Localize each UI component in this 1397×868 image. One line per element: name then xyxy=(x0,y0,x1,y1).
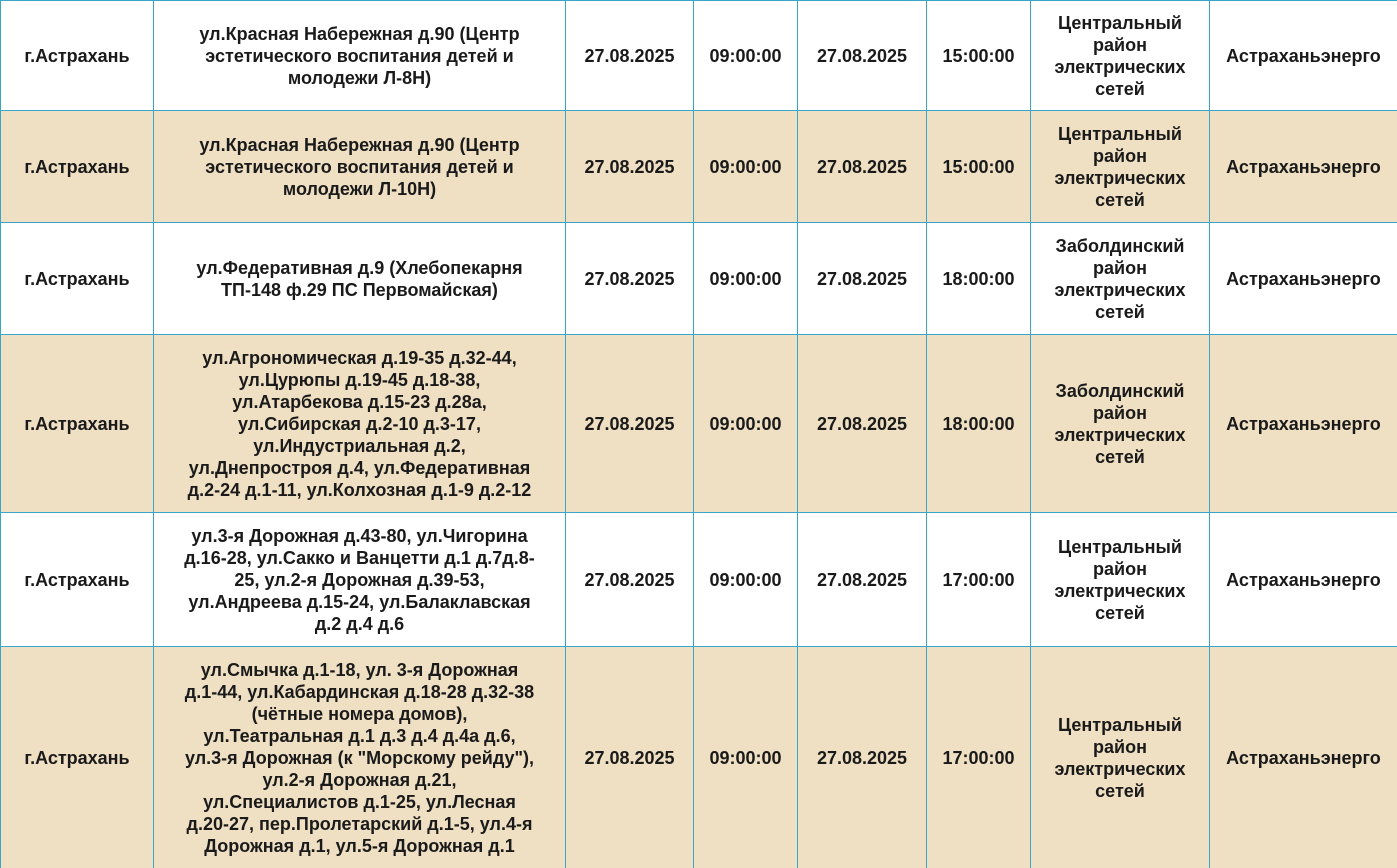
city-cell: г.Астрахань xyxy=(1,335,154,513)
table-row xyxy=(1,223,1397,335)
start-date-cell: 27.08.2025 xyxy=(566,223,694,335)
address-cell: ул.Красная Набережная д.90 (Центр эстетического воспитания детей и молодежи Л-10Н) xyxy=(154,111,566,223)
table-row xyxy=(1,335,1397,513)
end-date-cell: 27.08.2025 xyxy=(798,335,927,513)
address-cell: ул.Агрономическая д.19-35 д.32-44, ул.Цурюпы д.19-45 д.18-38, ул.Атарбекова д.15-23 д.28а, ул.Сибирская д.2-10 д.3-17, ул.Индустриальная д.2, ул.Днепростроя д.4, ул.Федеративная д.2-24 д.1-11, ул.Колхозная д.1-9 д.2-12 xyxy=(154,335,566,513)
start-time-cell: 09:00:00 xyxy=(694,647,798,868)
city-cell: г.Астрахань xyxy=(1,223,154,335)
department-cell: Заболдинский район электрических сетей xyxy=(1031,335,1210,513)
table-row xyxy=(1,1,1397,111)
end-time-cell: 17:00:00 xyxy=(927,647,1031,868)
start-time-cell: 09:00:00 xyxy=(694,111,798,223)
start-time-cell: 09:00:00 xyxy=(694,335,798,513)
department-cell: Центральный район электрических сетей xyxy=(1031,1,1210,111)
company-cell: Астраханьэнерго xyxy=(1210,1,1397,111)
end-time-cell: 17:00:00 xyxy=(927,513,1031,647)
end-date-cell: 27.08.2025 xyxy=(798,647,927,868)
end-date-cell: 27.08.2025 xyxy=(798,223,927,335)
company-cell: Астраханьэнерго xyxy=(1210,111,1397,223)
department-cell: Заболдинский район электрических сетей xyxy=(1031,223,1210,335)
end-time-cell: 15:00:00 xyxy=(927,1,1031,111)
company-cell: Астраханьэнерго xyxy=(1210,223,1397,335)
department-cell: Центральный район электрических сетей xyxy=(1031,111,1210,223)
start-date-cell: 27.08.2025 xyxy=(566,647,694,868)
address-cell: ул.Федеративная д.9 (Хлебопекарня ТП-148 ф.29 ПС Первомайская) xyxy=(154,223,566,335)
city-cell: г.Астрахань xyxy=(1,513,154,647)
start-time-cell: 09:00:00 xyxy=(694,513,798,647)
city-cell: г.Астрахань xyxy=(1,647,154,868)
end-date-cell: 27.08.2025 xyxy=(798,513,927,647)
end-time-cell: 18:00:00 xyxy=(927,223,1031,335)
start-date-cell: 27.08.2025 xyxy=(566,513,694,647)
end-date-cell: 27.08.2025 xyxy=(798,1,927,111)
start-time-cell: 09:00:00 xyxy=(694,1,798,111)
city-cell: г.Астрахань xyxy=(1,111,154,223)
end-time-cell: 18:00:00 xyxy=(927,335,1031,513)
address-cell: ул.Красная Набережная д.90 (Центр эстетического воспитания детей и молодежи Л-8Н) xyxy=(154,1,566,111)
company-cell: Астраханьэнерго xyxy=(1210,647,1397,868)
department-cell: Центральный район электрических сетей xyxy=(1031,513,1210,647)
start-date-cell: 27.08.2025 xyxy=(566,111,694,223)
city-cell: г.Астрахань xyxy=(1,1,154,111)
address-cell: ул.Смычка д.1-18, ул. 3-я Дорожная д.1-44, ул.Кабардинская д.18-28 д.32-38 (чётные номера домов), ул.Театральная д.1 д.3 д.4 д.4а д.6, ул.3-я Дорожная (к "Морскому рейду"), ул.2-я Дорожная д.21, ул.Специалистов д.1-25, ул.Лесная д.20-27, пер.Пролетарский д.1-5, ул.4-я Дорожная д.1, ул.5-я Дорожная д.1 xyxy=(154,647,566,868)
company-cell: Астраханьэнерго xyxy=(1210,335,1397,513)
table-row xyxy=(1,647,1397,868)
table-row xyxy=(1,513,1397,647)
end-time-cell: 15:00:00 xyxy=(927,111,1031,223)
company-cell: Астраханьэнерго xyxy=(1210,513,1397,647)
start-date-cell: 27.08.2025 xyxy=(566,335,694,513)
address-cell: ул.3-я Дорожная д.43-80, ул.Чигорина д.16-28, ул.Сакко и Ванцетти д.1 д.7д.8- 25, ул.2-я Дорожная д.39-53, ул.Андреева д.15-24, ул.Балаклавская д.2 д.4 д.6 xyxy=(154,513,566,647)
department-cell: Центральный район электрических сетей xyxy=(1031,647,1210,868)
end-date-cell: 27.08.2025 xyxy=(798,111,927,223)
table-row xyxy=(1,111,1397,223)
start-date-cell: 27.08.2025 xyxy=(566,1,694,111)
start-time-cell: 09:00:00 xyxy=(694,223,798,335)
